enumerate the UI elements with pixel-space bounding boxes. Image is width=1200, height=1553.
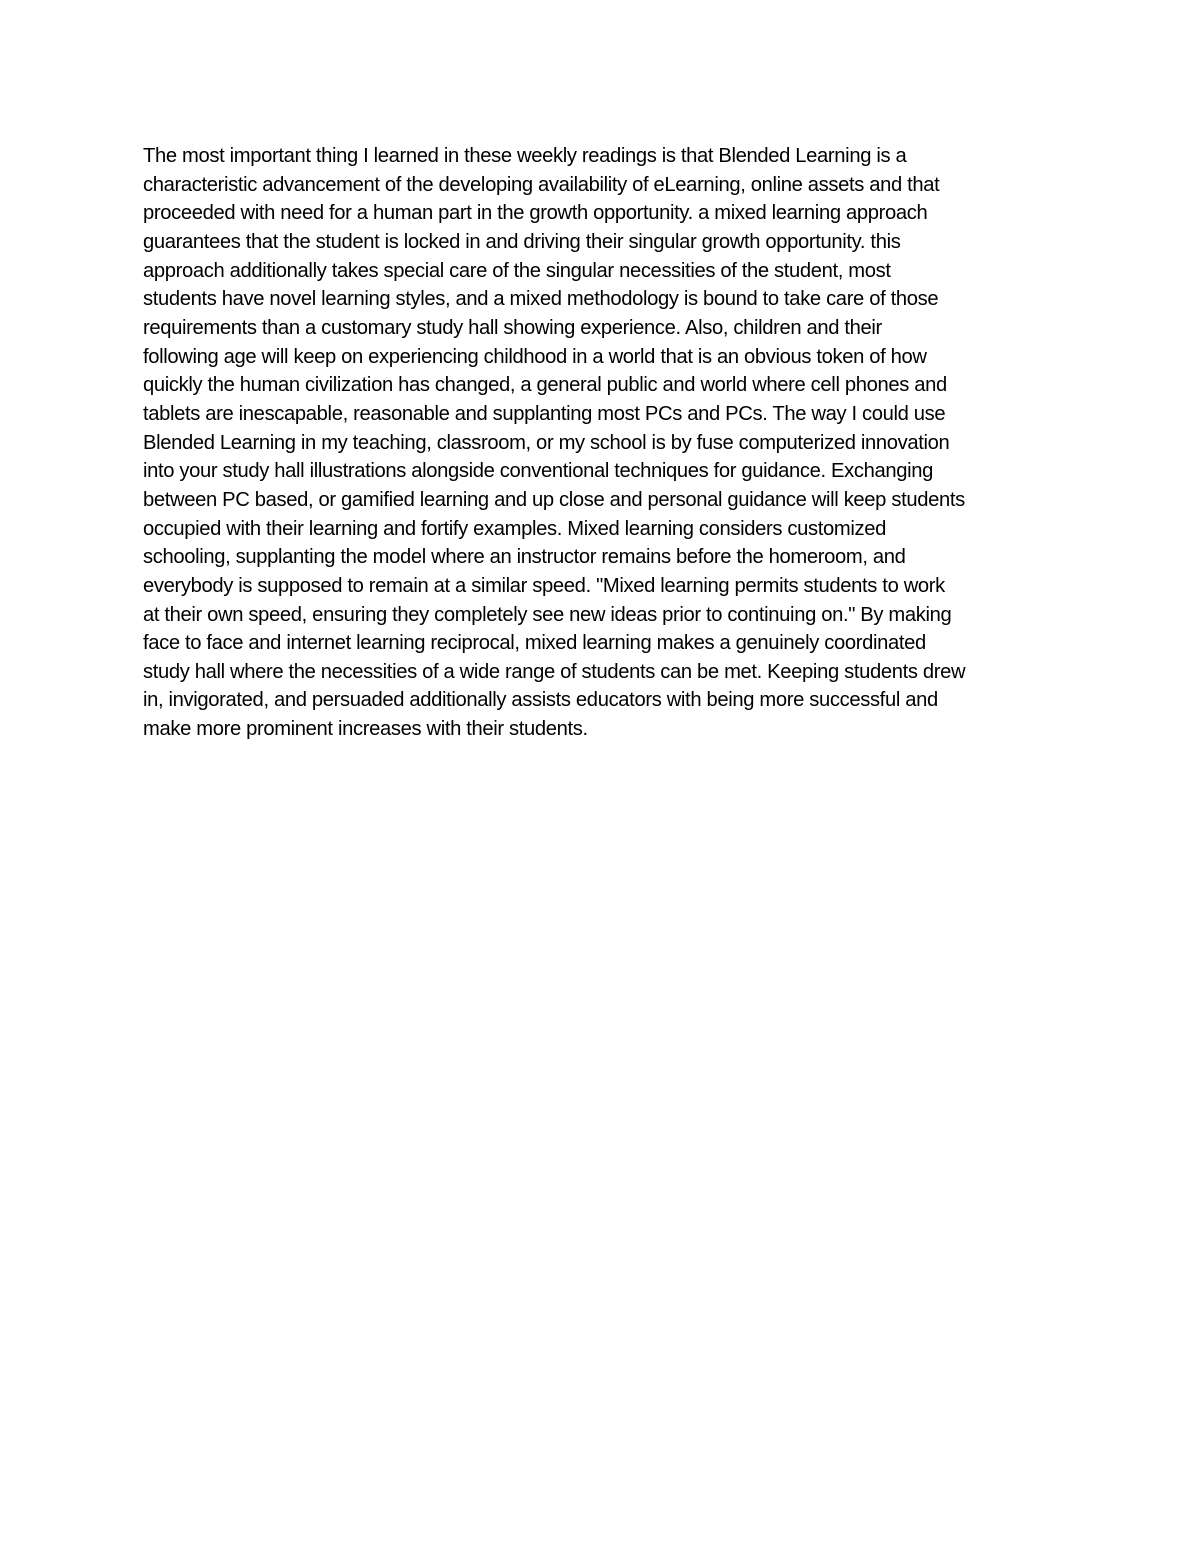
text-line: quickly the human civilization has changed, a general public and world where cell phones and: [143, 374, 947, 397]
text-line: approach additionally takes special care of the singular necessities of the student, most: [143, 259, 891, 282]
text-line: Blended Learning in my teaching, classroom, or my school is by fuse computerized innovation: [143, 431, 950, 454]
text-line: proceeded with need for a human part in the growth opportunity. a mixed learning approach: [143, 202, 928, 225]
text-line: characteristic advancement of the developing availability of eLearning, online assets and that: [143, 173, 940, 196]
text-line: guarantees that the student is locked in and driving their singular growth opportunity. this: [143, 230, 901, 253]
text-line: requirements than a customary study hall showing experience. Also, children and their: [143, 316, 882, 339]
text-line: following age will keep on experiencing childhood in a world that is an obvious token of how: [143, 345, 927, 368]
text-line: The most important thing I learned in these weekly readings is that Blended Learning is a: [143, 145, 907, 167]
text-line: between PC based, or gamified learning and up close and personal guidance will keep students: [143, 488, 965, 511]
text-line: at their own speed, ensuring they completely see new ideas prior to continuing on." By making: [143, 603, 952, 626]
text-line: study hall where the necessities of a wide range of students can be met. Keeping students drew: [143, 660, 966, 683]
text-line: tablets are inescapable, reasonable and supplanting most PCs and PCs. The way I could use: [143, 402, 946, 425]
text-line: into your study hall illustrations alongside conventional techniques for guidance. Exchanging: [143, 460, 934, 483]
text-line: everybody is supposed to remain at a similar speed. "Mixed learning permits students to work: [143, 574, 945, 597]
text-line: make more prominent increases with their students.: [143, 718, 588, 741]
text-line: in, invigorated, and persuaded additionally assists educators with being more successful and: [143, 689, 938, 712]
text-line: schooling, supplanting the model where an instructor remains before the homeroom, and: [143, 546, 906, 569]
text-line: students have novel learning styles, and a mixed methodology is bound to take care of those: [143, 288, 939, 311]
text-line: face to face and internet learning reciprocal, mixed learning makes a genuinely coordinated: [143, 632, 926, 655]
text-line: occupied with their learning and fortify examples. Mixed learning considers customized: [143, 517, 887, 540]
body-paragraph: [143, 142, 1073, 744]
